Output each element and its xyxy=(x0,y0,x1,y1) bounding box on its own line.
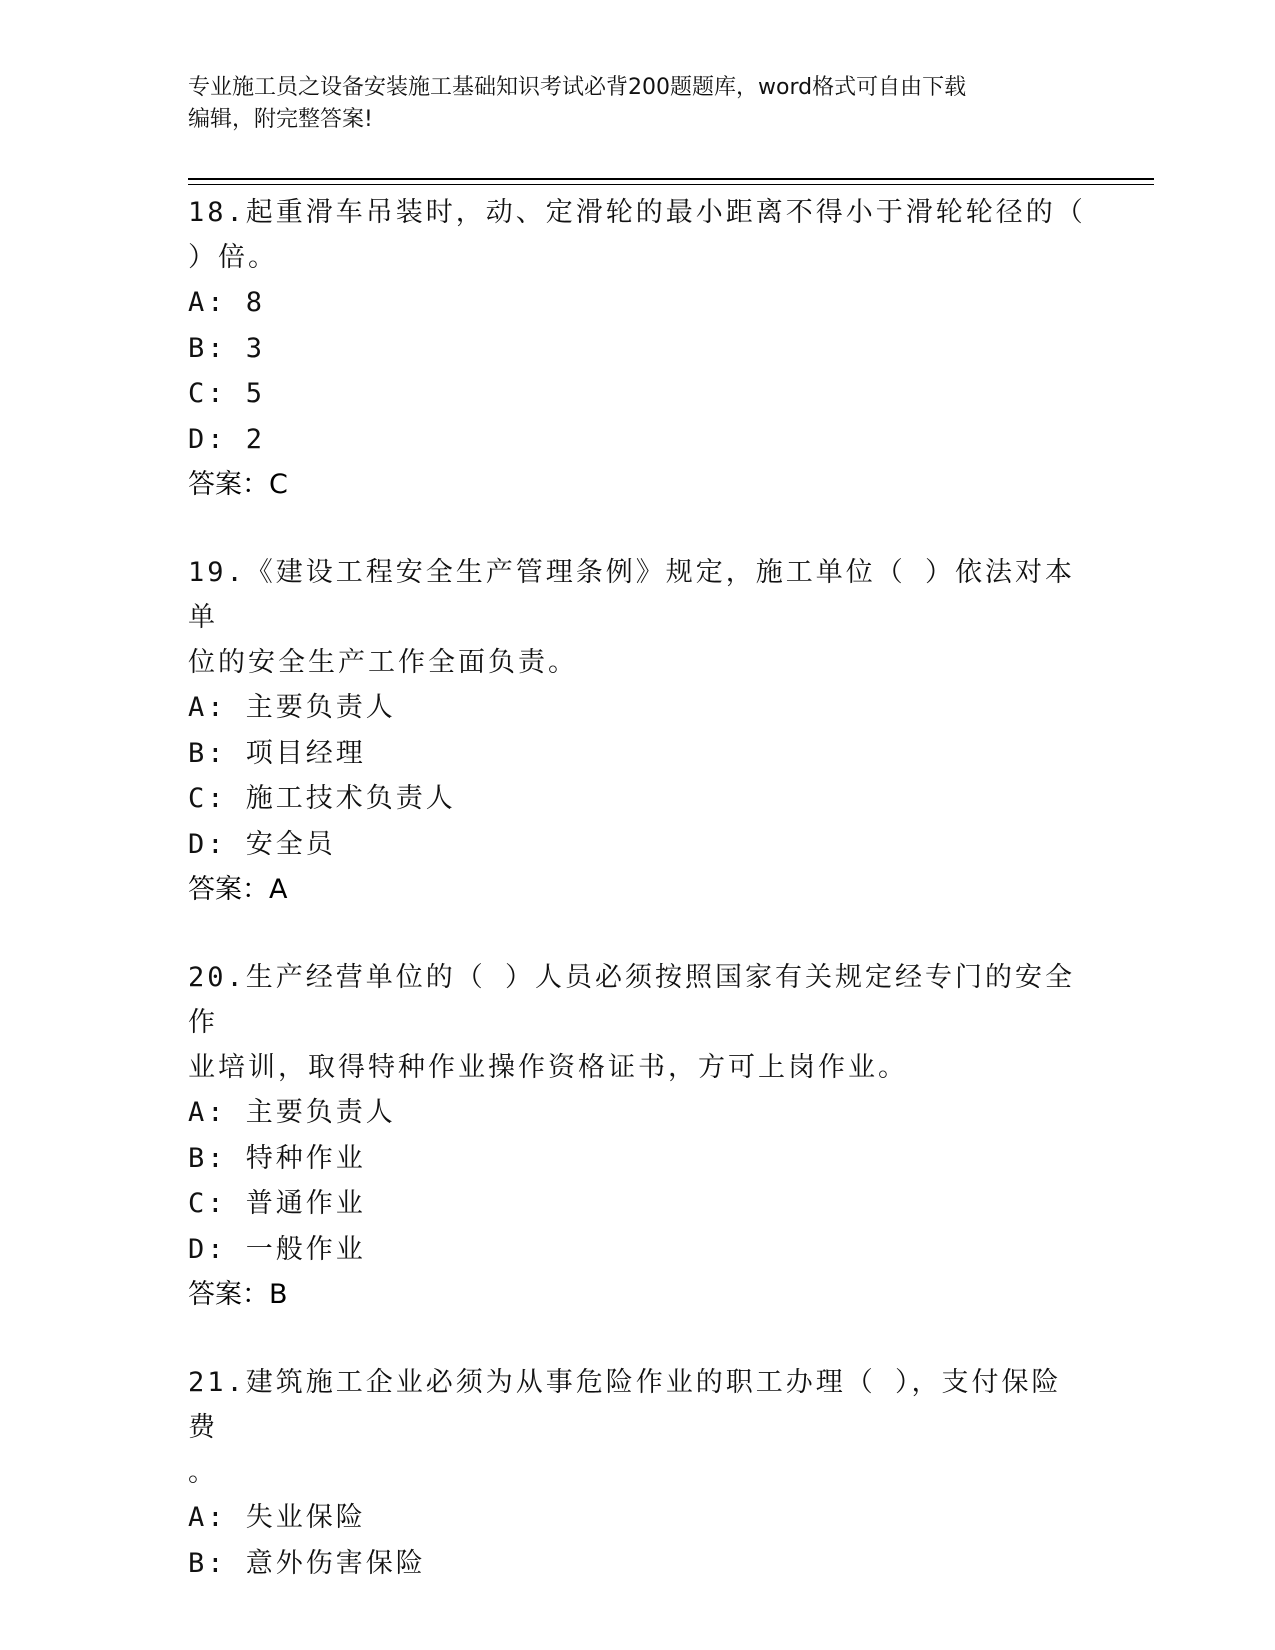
option-a: A: 主要负责人 xyxy=(188,692,396,723)
option-a: A: 失业保险 xyxy=(188,1502,366,1533)
question-stem-line: ）倍。 xyxy=(188,242,278,273)
answer-line: 答案：B xyxy=(188,1279,288,1310)
question-stem-line: 19.《建设工程安全生产管理条例》规定，施工单位（ ）依法对本单 xyxy=(188,557,1076,633)
option-d: D: 一般作业 xyxy=(188,1233,366,1265)
document-header xyxy=(188,72,1088,136)
header-line-1: 专业施工员之设备安装施工基础知识考试必背200题题库，word格式可自由下载 xyxy=(188,75,967,100)
option-c: C: 5 xyxy=(188,378,266,409)
question-list xyxy=(188,190,1088,1629)
option-d: D: 2 xyxy=(188,423,266,455)
question-stem-line: 20.生产经营单位的（ ）人员必须按照国家有关规定经专门的安全作 xyxy=(188,962,1076,1038)
option-b: B: 项目经理 xyxy=(188,737,366,769)
option-a: A: 8 xyxy=(188,287,266,318)
option-b: B: 特种作业 xyxy=(188,1142,366,1174)
option-c: C: 施工技术负责人 xyxy=(188,783,456,814)
option-c: C: 普通作业 xyxy=(188,1188,366,1219)
header-divider-thick xyxy=(188,178,1154,180)
question-stem-line: 位的安全生产工作全面负责。 xyxy=(188,647,578,678)
question-20 xyxy=(188,955,1088,1317)
header-line-2: 编辑，附完整答案! xyxy=(188,107,373,132)
option-b: B: 3 xyxy=(188,332,266,364)
option-a: A: 主要负责人 xyxy=(188,1097,396,1128)
answer-line: 答案：C xyxy=(188,469,288,500)
option-b: B: 意外伤害保险 xyxy=(188,1547,426,1579)
question-21 xyxy=(188,1360,1088,1586)
answer-line: 答案：A xyxy=(188,874,288,905)
question-18 xyxy=(188,190,1088,507)
option-d: D: 安全员 xyxy=(188,828,336,860)
question-stem-line: 18.起重滑车吊装时，动、定滑轮的最小距离不得小于滑轮轮径的（ xyxy=(188,197,1086,228)
header-divider-thin xyxy=(188,184,1154,185)
question-stem-line: 。 xyxy=(188,1457,218,1488)
question-stem-line: 21.建筑施工企业必须为从事危险作业的职工办理（ ），支付保险费 xyxy=(188,1367,1062,1443)
question-19 xyxy=(188,550,1088,912)
question-stem-line: 业培训，取得特种作业操作资格证书，方可上岗作业。 xyxy=(188,1052,908,1083)
